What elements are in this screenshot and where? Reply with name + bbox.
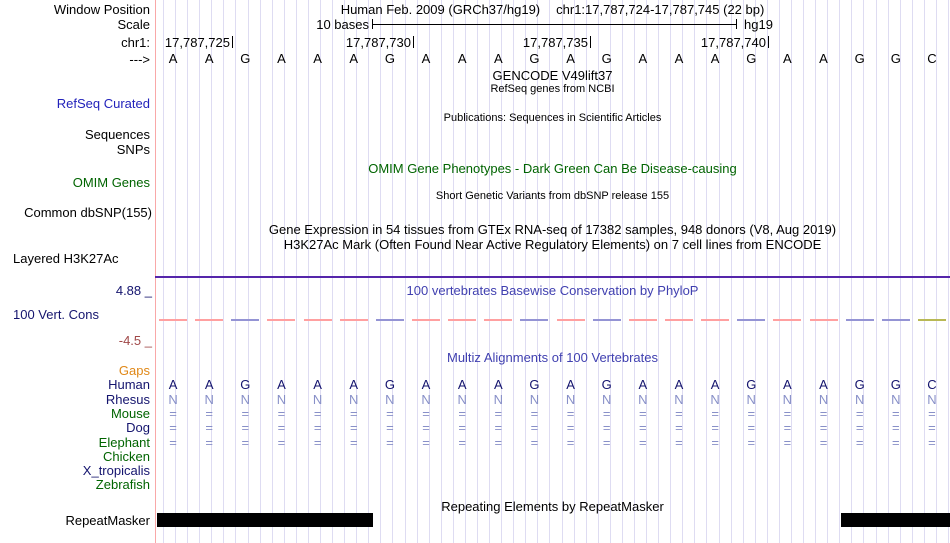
genome-tag: hg19: [744, 17, 773, 32]
alignment-base: A: [457, 377, 467, 393]
base-letter: A: [710, 51, 720, 66]
alignment-glyph: =: [241, 405, 250, 421]
phylop-dash: [918, 319, 946, 321]
phylop-dash: [557, 319, 585, 321]
alignment-glyph: =: [494, 420, 503, 436]
phylop-dash: [267, 319, 295, 321]
phylop-dash: [810, 319, 838, 321]
ruler-position-tick: [590, 36, 591, 48]
alignment-glyph: =: [747, 420, 756, 436]
alignment-glyph: =: [891, 434, 900, 450]
scale-value: 10 bases: [316, 17, 369, 32]
alignment-glyph: =: [313, 434, 322, 450]
alignment-base: A: [493, 377, 503, 393]
phylop-dash: [593, 319, 621, 321]
base-letter: G: [746, 51, 757, 66]
base-letter: C: [927, 51, 937, 66]
track-title-repeatmasker[interactable]: Repeating Elements by RepeatMasker: [441, 499, 664, 514]
scale-ruler-left-tick: [372, 19, 373, 29]
alignment-glyph: =: [169, 405, 177, 421]
alignment-glyph: N: [927, 391, 937, 407]
alignment-glyph: =: [169, 434, 177, 450]
alignment-glyph: N: [602, 391, 612, 407]
alignment-base: G: [890, 377, 901, 393]
alignment-glyph: =: [891, 405, 900, 421]
alignment-base: A: [783, 377, 792, 393]
alignment-glyph: =: [241, 434, 250, 450]
track-title-refseq-ncbi[interactable]: RefSeq genes from NCBI: [490, 83, 615, 95]
alignment-glyph: =: [566, 420, 575, 436]
base-letter: A: [566, 51, 575, 66]
ruler-position-tick: [232, 36, 233, 48]
scale-ruler-right-tick: [736, 19, 737, 29]
alignment-glyph: =: [349, 434, 358, 450]
phylop-dash: [412, 319, 440, 321]
alignment-glyph: =: [747, 434, 756, 450]
base-letter: A: [493, 51, 503, 66]
phylop-dash: [773, 319, 801, 321]
phylop-dash: [629, 319, 657, 321]
alignment-base: A: [168, 377, 178, 393]
scale-ruler-line: [372, 24, 737, 25]
alignment-glyph: =: [277, 420, 286, 436]
species-label-elephant[interactable]: Elephant: [98, 434, 150, 450]
track-title-gencode[interactable]: GENCODE V49lift37: [492, 68, 613, 83]
alignment-glyph: N: [854, 391, 865, 407]
assembly-title: Human Feb. 2009 (GRCh37/hg19): [340, 2, 541, 17]
alignment-glyph: =: [566, 405, 575, 421]
base-letter: A: [204, 51, 214, 66]
label-scale: Scale: [117, 17, 150, 32]
repeat-element-bar[interactable]: [157, 513, 373, 527]
alignment-glyph: N: [746, 391, 756, 407]
alignment-base: A: [674, 377, 684, 393]
alignment-glyph: =: [855, 434, 864, 450]
alignment-glyph: =: [422, 405, 430, 421]
alignment-glyph: N: [710, 391, 720, 407]
alignment-glyph: =: [205, 434, 213, 450]
alignment-glyph: =: [711, 434, 719, 450]
phylop-dash: [159, 319, 187, 321]
track-title-phylop[interactable]: 100 vertebrates Basewise Conservation by PhyloP: [406, 283, 699, 298]
base-letter: A: [638, 51, 648, 66]
alignment-glyph: =: [386, 405, 394, 421]
alignment-base: A: [638, 377, 648, 393]
track-label-refseq-curated[interactable]: RefSeq Curated: [56, 96, 150, 111]
alignment-glyph: N: [204, 391, 214, 407]
ruler-position-tick: [768, 36, 769, 48]
window-position-title: [155, 2, 950, 17]
alignment-glyph: N: [782, 391, 793, 407]
alignment-glyph: N: [891, 391, 901, 407]
alignment-base: A: [421, 377, 431, 393]
alignment-glyph: =: [783, 434, 792, 450]
alignment-glyph: =: [422, 434, 430, 450]
base-letter: G: [384, 51, 395, 66]
alignment-glyph: =: [928, 434, 936, 450]
alignment-base: A: [566, 377, 575, 393]
alignment-glyph: =: [819, 434, 828, 450]
alignment-glyph: N: [529, 391, 540, 407]
species-label-human[interactable]: Human: [108, 377, 150, 393]
alignment-base: A: [349, 377, 359, 393]
phylop-dash: [448, 319, 476, 321]
label-strand-arrow[interactable]: --->: [129, 52, 150, 67]
alignment-base: G: [240, 377, 251, 393]
alignment-glyph: =: [277, 434, 286, 450]
alignment-base: A: [710, 377, 720, 393]
alignment-glyph: =: [639, 405, 647, 421]
ruler-position-label: 17,787,740: [700, 35, 766, 50]
alignment-glyph: =: [711, 405, 719, 421]
alignment-glyph: =: [349, 420, 358, 436]
alignment-glyph: =: [458, 420, 466, 436]
track-title-dbsnp[interactable]: Short Genetic Variants from dbSNP release 155: [435, 190, 670, 202]
cons-axis-max: 4.88 _: [115, 283, 152, 298]
alignment-glyph: =: [855, 420, 864, 436]
alignment-glyph: =: [458, 434, 466, 450]
base-letter: A: [313, 51, 322, 66]
phylop-dash: [340, 319, 368, 321]
base-letter: A: [421, 51, 431, 66]
base-letter: G: [601, 51, 612, 66]
alignment-glyph: =: [639, 434, 647, 450]
alignment-glyph: =: [205, 405, 213, 421]
alignment-glyph: =: [494, 405, 503, 421]
base-letter: G: [529, 51, 540, 66]
alignment-glyph: =: [819, 420, 828, 436]
alignment-glyph: =: [349, 405, 358, 421]
alignment-glyph: =: [205, 420, 213, 436]
alignment-glyph: =: [386, 434, 394, 450]
alignment-base: G: [854, 377, 865, 393]
alignment-glyph: =: [277, 405, 286, 421]
alignment-glyph: =: [639, 420, 647, 436]
alignment-base: A: [819, 377, 828, 393]
cons-axis-min: -4.5 _: [118, 333, 152, 348]
phylop-dash: [520, 319, 548, 321]
base-letter: A: [819, 51, 828, 66]
alignment-glyph: =: [819, 405, 828, 421]
alignment-glyph: =: [602, 405, 611, 421]
alignment-glyph: N: [276, 391, 287, 407]
alignment-glyph: =: [928, 405, 936, 421]
alignment-glyph: =: [458, 405, 466, 421]
base-letter: A: [168, 51, 178, 66]
ruler-position-label: 17,787,725: [164, 35, 230, 50]
alignment-base: G: [601, 377, 612, 393]
alignment-glyph: =: [602, 434, 611, 450]
alignment-glyph: N: [818, 391, 829, 407]
species-label-x_tropicalis[interactable]: X_tropicalis: [82, 463, 150, 479]
species-label-chicken[interactable]: Chicken: [103, 448, 150, 464]
base-letter: A: [349, 51, 359, 66]
alignment-glyph: =: [783, 405, 792, 421]
alignment-glyph: =: [891, 420, 900, 436]
ruler-position-tick: [413, 36, 414, 48]
alignment-glyph: =: [530, 434, 539, 450]
ruler-position-label: 17,787,730: [345, 35, 411, 50]
phylop-dash: [846, 319, 874, 321]
species-label-zebrafish[interactable]: Zebrafish: [95, 477, 150, 493]
alignment-glyph: =: [711, 420, 719, 436]
alignment-base: G: [384, 377, 395, 393]
alignment-glyph: =: [675, 420, 683, 436]
alignment-glyph: =: [855, 405, 864, 421]
alignment-glyph: =: [747, 405, 756, 421]
track-title-h3k27ac[interactable]: H3K27Ac Mark (Often Found Near Active Regulatory Elements) on 7 cell lines from ENCODE: [283, 237, 822, 252]
phylop-dash: [376, 319, 404, 321]
alignment-glyph: =: [675, 405, 683, 421]
alignment-base: C: [927, 377, 937, 393]
alignment-glyph: N: [168, 391, 178, 407]
alignment-glyph: =: [386, 420, 394, 436]
phylop-dash: [737, 319, 765, 321]
phylop-dash: [304, 319, 332, 321]
alignment-glyph: =: [928, 420, 936, 436]
phylop-dash: [882, 319, 910, 321]
alignment-glyph: N: [312, 391, 323, 407]
phylop-track-border-line: [155, 276, 950, 278]
track-label-common-dbsnp[interactable]: Common dbSNP(155): [24, 205, 152, 220]
base-letter: G: [890, 51, 901, 66]
alignment-glyph: =: [530, 420, 539, 436]
alignment-glyph: =: [313, 420, 322, 436]
phylop-dash: [195, 319, 223, 321]
alignment-base: G: [746, 377, 757, 393]
species-label-gaps[interactable]: Gaps: [118, 363, 150, 378]
track-label-sequences[interactable]: Sequences: [84, 127, 150, 142]
track-title-multiz[interactable]: Multiz Alignments of 100 Vertebrates: [446, 350, 658, 365]
track-title-publications[interactable]: Publications: Sequences in Scientific Articles: [443, 112, 662, 124]
alignment-glyph: N: [421, 391, 431, 407]
phylop-dash: [484, 319, 512, 321]
alignment-glyph: N: [493, 391, 503, 407]
alignment-glyph: N: [638, 391, 648, 407]
alignment-base: A: [277, 377, 286, 393]
base-letter: A: [277, 51, 286, 66]
species-label-rhesus[interactable]: Rhesus: [105, 391, 150, 407]
track-title-gtex[interactable]: Gene Expression in 54 tissues from GTEx RNA-seq of 17382 samples, 948 donors (V8, Aug 2019): [268, 222, 837, 237]
alignment-glyph: =: [241, 420, 250, 436]
alignment-base: A: [204, 377, 214, 393]
base-letter: A: [674, 51, 684, 66]
species-label-dog[interactable]: Dog: [126, 420, 150, 436]
position-range-title: chr1:17,787,724-17,787,745 (22 bp): [556, 2, 765, 17]
alignment-glyph: =: [494, 434, 503, 450]
species-label-mouse[interactable]: Mouse: [110, 405, 150, 421]
label-window-position: Window Position: [53, 2, 150, 17]
track-label-omim-genes[interactable]: OMIM Genes: [72, 175, 150, 190]
alignment-glyph: N: [457, 391, 467, 407]
ruler-position-label: 17,787,735: [522, 35, 588, 50]
alignment-base: G: [529, 377, 540, 393]
track-label-repeatmasker[interactable]: RepeatMasker: [65, 513, 150, 528]
repeat-element-bar[interactable]: [841, 513, 950, 527]
phylop-dash: [665, 319, 693, 321]
alignment-glyph: N: [674, 391, 684, 407]
base-letter: G: [854, 51, 865, 66]
track-title-omim[interactable]: OMIM Gene Phenotypes - Dark Green Can Be Disease-causing: [368, 161, 737, 176]
alignment-glyph: N: [349, 391, 359, 407]
alignment-glyph: =: [675, 434, 683, 450]
phylop-dash: [231, 319, 259, 321]
track-label-layered-h3k27ac[interactable]: Layered H3K27Ac: [13, 251, 119, 266]
base-letter: G: [240, 51, 251, 66]
alignment-glyph: =: [169, 420, 177, 436]
alignment-glyph: =: [422, 420, 430, 436]
alignment-base: A: [313, 377, 322, 393]
track-label-snps[interactable]: SNPs: [116, 142, 150, 157]
alignment-glyph: N: [565, 391, 576, 407]
alignment-glyph: =: [783, 420, 792, 436]
alignment-glyph: N: [385, 391, 395, 407]
alignment-glyph: =: [566, 434, 575, 450]
alignment-glyph: =: [530, 405, 539, 421]
alignment-glyph: =: [602, 420, 611, 436]
alignment-glyph: N: [240, 391, 251, 407]
track-label-100-vert-cons[interactable]: 100 Vert. Cons: [13, 307, 99, 322]
alignment-glyph: =: [313, 405, 322, 421]
phylop-dash: [701, 319, 729, 321]
base-letter: A: [457, 51, 467, 66]
label-chromosome: chr1:: [121, 35, 150, 50]
base-letter: A: [783, 51, 792, 66]
